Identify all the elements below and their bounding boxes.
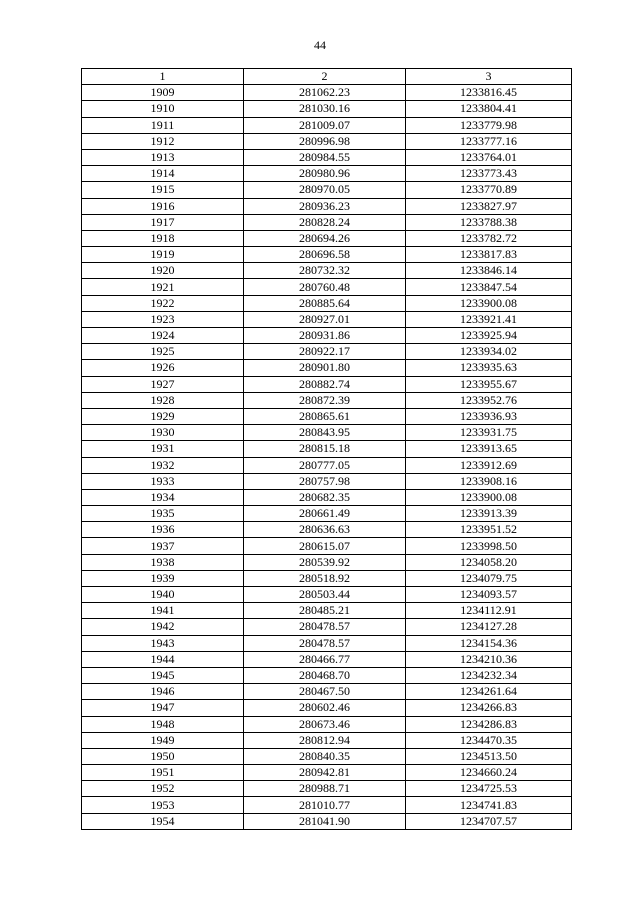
x-coordinate-cell: 280777.05: [244, 457, 406, 473]
point-number-cell: 1927: [82, 376, 244, 392]
y-coordinate-cell: 1234660.24: [406, 765, 572, 781]
table-row: [82, 198, 572, 214]
x-coordinate-cell: 280812.94: [244, 732, 406, 748]
y-coordinate-cell: 1233804.41: [406, 101, 572, 117]
table-row: [82, 619, 572, 635]
x-coordinate-cell: 280988.71: [244, 781, 406, 797]
point-number-cell: 1949: [82, 732, 244, 748]
x-coordinate-cell: 280760.48: [244, 279, 406, 295]
x-coordinate-cell: 280539.92: [244, 554, 406, 570]
point-number-cell: 1925: [82, 344, 244, 360]
point-number-cell: 1909: [82, 85, 244, 101]
y-coordinate-cell: 1234707.57: [406, 813, 572, 829]
x-coordinate-cell: 280922.17: [244, 344, 406, 360]
x-coordinate-cell: 281041.90: [244, 813, 406, 829]
x-coordinate-cell: 280872.39: [244, 392, 406, 408]
table-header: [82, 69, 572, 85]
x-coordinate-cell: 280467.50: [244, 684, 406, 700]
x-coordinate-cell: 280602.46: [244, 700, 406, 716]
table-row: [82, 732, 572, 748]
y-coordinate-cell: 1233846.14: [406, 263, 572, 279]
table-row: [82, 295, 572, 311]
table-row: [82, 765, 572, 781]
table-row: [82, 651, 572, 667]
point-number-cell: 1938: [82, 554, 244, 570]
x-coordinate-cell: 280931.86: [244, 328, 406, 344]
point-number-cell: 1951: [82, 765, 244, 781]
point-number-cell: 1922: [82, 295, 244, 311]
point-number-cell: 1933: [82, 473, 244, 489]
x-coordinate-cell: 280840.35: [244, 748, 406, 764]
point-number-cell: 1939: [82, 570, 244, 586]
point-number-cell: 1935: [82, 506, 244, 522]
table-row: [82, 360, 572, 376]
point-number-cell: 1952: [82, 781, 244, 797]
y-coordinate-cell: 1233913.39: [406, 506, 572, 522]
point-number-cell: 1936: [82, 522, 244, 538]
y-coordinate-cell: 1234079.75: [406, 570, 572, 586]
x-coordinate-cell: 280984.55: [244, 149, 406, 165]
x-coordinate-cell: 280996.98: [244, 133, 406, 149]
table-row: [82, 797, 572, 813]
point-number-cell: 1937: [82, 538, 244, 554]
y-coordinate-cell: 1234470.35: [406, 732, 572, 748]
x-coordinate-cell: 280478.57: [244, 635, 406, 651]
point-number-cell: 1923: [82, 311, 244, 327]
x-coordinate-cell: 280980.96: [244, 166, 406, 182]
table-row: [82, 489, 572, 505]
point-number-cell: 1930: [82, 425, 244, 441]
table-row: [82, 603, 572, 619]
table-row: [82, 408, 572, 424]
table-row: [82, 101, 572, 117]
y-coordinate-cell: 1233816.45: [406, 85, 572, 101]
point-number-cell: 1944: [82, 651, 244, 667]
point-number-cell: 1946: [82, 684, 244, 700]
table-row: [82, 133, 572, 149]
point-number-cell: 1942: [82, 619, 244, 635]
table-row: [82, 781, 572, 797]
x-coordinate-cell: 280615.07: [244, 538, 406, 554]
y-coordinate-cell: 1233913.65: [406, 441, 572, 457]
x-coordinate-cell: 280661.49: [244, 506, 406, 522]
table-row: [82, 214, 572, 230]
point-number-cell: 1914: [82, 166, 244, 182]
x-coordinate-cell: 280865.61: [244, 408, 406, 424]
table-row: [82, 684, 572, 700]
y-coordinate-cell: 1233782.72: [406, 230, 572, 246]
x-coordinate-cell: 280694.26: [244, 230, 406, 246]
table-row: [82, 554, 572, 570]
y-coordinate-cell: 1234112.91: [406, 603, 572, 619]
y-coordinate-cell: 1234513.50: [406, 748, 572, 764]
x-coordinate-cell: 280696.58: [244, 247, 406, 263]
point-number-cell: 1928: [82, 392, 244, 408]
x-coordinate-cell: 280673.46: [244, 716, 406, 732]
x-coordinate-cell: 280485.21: [244, 603, 406, 619]
y-coordinate-cell: 1233764.01: [406, 149, 572, 165]
table-row: [82, 667, 572, 683]
y-coordinate-cell: 1234154.36: [406, 635, 572, 651]
point-number-cell: 1926: [82, 360, 244, 376]
y-coordinate-cell: 1233900.08: [406, 295, 572, 311]
table-row: [82, 279, 572, 295]
point-number-cell: 1916: [82, 198, 244, 214]
y-coordinate-cell: 1234232.34: [406, 667, 572, 683]
x-coordinate-cell: 280757.98: [244, 473, 406, 489]
point-number-cell: 1921: [82, 279, 244, 295]
table-row: [82, 425, 572, 441]
point-number-cell: 1932: [82, 457, 244, 473]
table-row: [82, 85, 572, 101]
y-coordinate-cell: 1233925.94: [406, 328, 572, 344]
table-row: [82, 376, 572, 392]
y-coordinate-cell: 1234266.83: [406, 700, 572, 716]
y-coordinate-cell: 1233934.02: [406, 344, 572, 360]
y-coordinate-cell: 1233912.69: [406, 457, 572, 473]
y-coordinate-cell: 1233770.89: [406, 182, 572, 198]
point-number-cell: 1934: [82, 489, 244, 505]
y-coordinate-cell: 1233788.38: [406, 214, 572, 230]
table-row: [82, 230, 572, 246]
table-row: [82, 392, 572, 408]
header-column-1: 1: [82, 69, 244, 85]
y-coordinate-cell: 1234210.36: [406, 651, 572, 667]
point-number-cell: 1913: [82, 149, 244, 165]
table-row: [82, 457, 572, 473]
table-row: [82, 506, 572, 522]
x-coordinate-cell: 280518.92: [244, 570, 406, 586]
x-coordinate-cell: 280970.05: [244, 182, 406, 198]
table-body: [82, 85, 572, 830]
coordinates-table: [81, 68, 572, 830]
table-row: [82, 570, 572, 586]
x-coordinate-cell: 280815.18: [244, 441, 406, 457]
table-row: [82, 182, 572, 198]
point-number-cell: 1947: [82, 700, 244, 716]
point-number-cell: 1953: [82, 797, 244, 813]
table-row: [82, 587, 572, 603]
x-coordinate-cell: 280828.24: [244, 214, 406, 230]
y-coordinate-cell: 1233777.16: [406, 133, 572, 149]
x-coordinate-cell: 280942.81: [244, 765, 406, 781]
x-coordinate-cell: 280885.64: [244, 295, 406, 311]
y-coordinate-cell: 1233908.16: [406, 473, 572, 489]
y-coordinate-cell: 1233952.76: [406, 392, 572, 408]
y-coordinate-cell: 1233998.50: [406, 538, 572, 554]
point-number-cell: 1924: [82, 328, 244, 344]
point-number-cell: 1911: [82, 117, 244, 133]
x-coordinate-cell: 280732.32: [244, 263, 406, 279]
x-coordinate-cell: 280901.80: [244, 360, 406, 376]
x-coordinate-cell: 280927.01: [244, 311, 406, 327]
y-coordinate-cell: 1233935.63: [406, 360, 572, 376]
point-number-cell: 1941: [82, 603, 244, 619]
point-number-cell: 1954: [82, 813, 244, 829]
y-coordinate-cell: 1233931.75: [406, 425, 572, 441]
y-coordinate-cell: 1233955.67: [406, 376, 572, 392]
point-number-cell: 1940: [82, 587, 244, 603]
y-coordinate-cell: 1234127.28: [406, 619, 572, 635]
table-row: [82, 473, 572, 489]
x-coordinate-cell: 280466.77: [244, 651, 406, 667]
x-coordinate-cell: 280636.63: [244, 522, 406, 538]
x-coordinate-cell: 280682.35: [244, 489, 406, 505]
table-row: [82, 263, 572, 279]
table-row: [82, 117, 572, 133]
x-coordinate-cell: 281010.77: [244, 797, 406, 813]
x-coordinate-cell: 280882.74: [244, 376, 406, 392]
point-number-cell: 1919: [82, 247, 244, 263]
y-coordinate-cell: 1233900.08: [406, 489, 572, 505]
point-number-cell: 1920: [82, 263, 244, 279]
x-coordinate-cell: 280843.95: [244, 425, 406, 441]
x-coordinate-cell: 280503.44: [244, 587, 406, 603]
table-row: [82, 311, 572, 327]
y-coordinate-cell: 1233773.43: [406, 166, 572, 182]
point-number-cell: 1910: [82, 101, 244, 117]
x-coordinate-cell: 280478.57: [244, 619, 406, 635]
x-coordinate-cell: 281062.23: [244, 85, 406, 101]
y-coordinate-cell: 1233817.83: [406, 247, 572, 263]
y-coordinate-cell: 1233779.98: [406, 117, 572, 133]
point-number-cell: 1917: [82, 214, 244, 230]
header-row: [82, 69, 572, 85]
table-row: [82, 748, 572, 764]
x-coordinate-cell: 280936.23: [244, 198, 406, 214]
point-number-cell: 1950: [82, 748, 244, 764]
table-row: [82, 344, 572, 360]
table-row: [82, 716, 572, 732]
table-row: [82, 328, 572, 344]
table-row: [82, 538, 572, 554]
point-number-cell: 1912: [82, 133, 244, 149]
table-row: [82, 149, 572, 165]
y-coordinate-cell: 1233951.52: [406, 522, 572, 538]
x-coordinate-cell: 280468.70: [244, 667, 406, 683]
point-number-cell: 1945: [82, 667, 244, 683]
point-number-cell: 1918: [82, 230, 244, 246]
y-coordinate-cell: 1233921.41: [406, 311, 572, 327]
table-row: [82, 166, 572, 182]
table-row: [82, 635, 572, 651]
y-coordinate-cell: 1234261.64: [406, 684, 572, 700]
y-coordinate-cell: 1234286.83: [406, 716, 572, 732]
point-number-cell: 1929: [82, 408, 244, 424]
x-coordinate-cell: 281009.07: [244, 117, 406, 133]
table-row: [82, 700, 572, 716]
point-number-cell: 1931: [82, 441, 244, 457]
point-number-cell: 1948: [82, 716, 244, 732]
header-column-3: 3: [406, 69, 572, 85]
y-coordinate-cell: 1234725.53: [406, 781, 572, 797]
point-number-cell: 1943: [82, 635, 244, 651]
y-coordinate-cell: 1234093.57: [406, 587, 572, 603]
y-coordinate-cell: 1233827.97: [406, 198, 572, 214]
point-number-cell: 1915: [82, 182, 244, 198]
y-coordinate-cell: 1233936.93: [406, 408, 572, 424]
header-column-2: 2: [244, 69, 406, 85]
table-row: [82, 247, 572, 263]
table-row: [82, 813, 572, 829]
y-coordinate-cell: 1233847.54: [406, 279, 572, 295]
table-row: [82, 522, 572, 538]
x-coordinate-cell: 281030.16: [244, 101, 406, 117]
table-row: [82, 441, 572, 457]
y-coordinate-cell: 1234741.83: [406, 797, 572, 813]
y-coordinate-cell: 1234058.20: [406, 554, 572, 570]
page-number: 44: [314, 38, 326, 52]
